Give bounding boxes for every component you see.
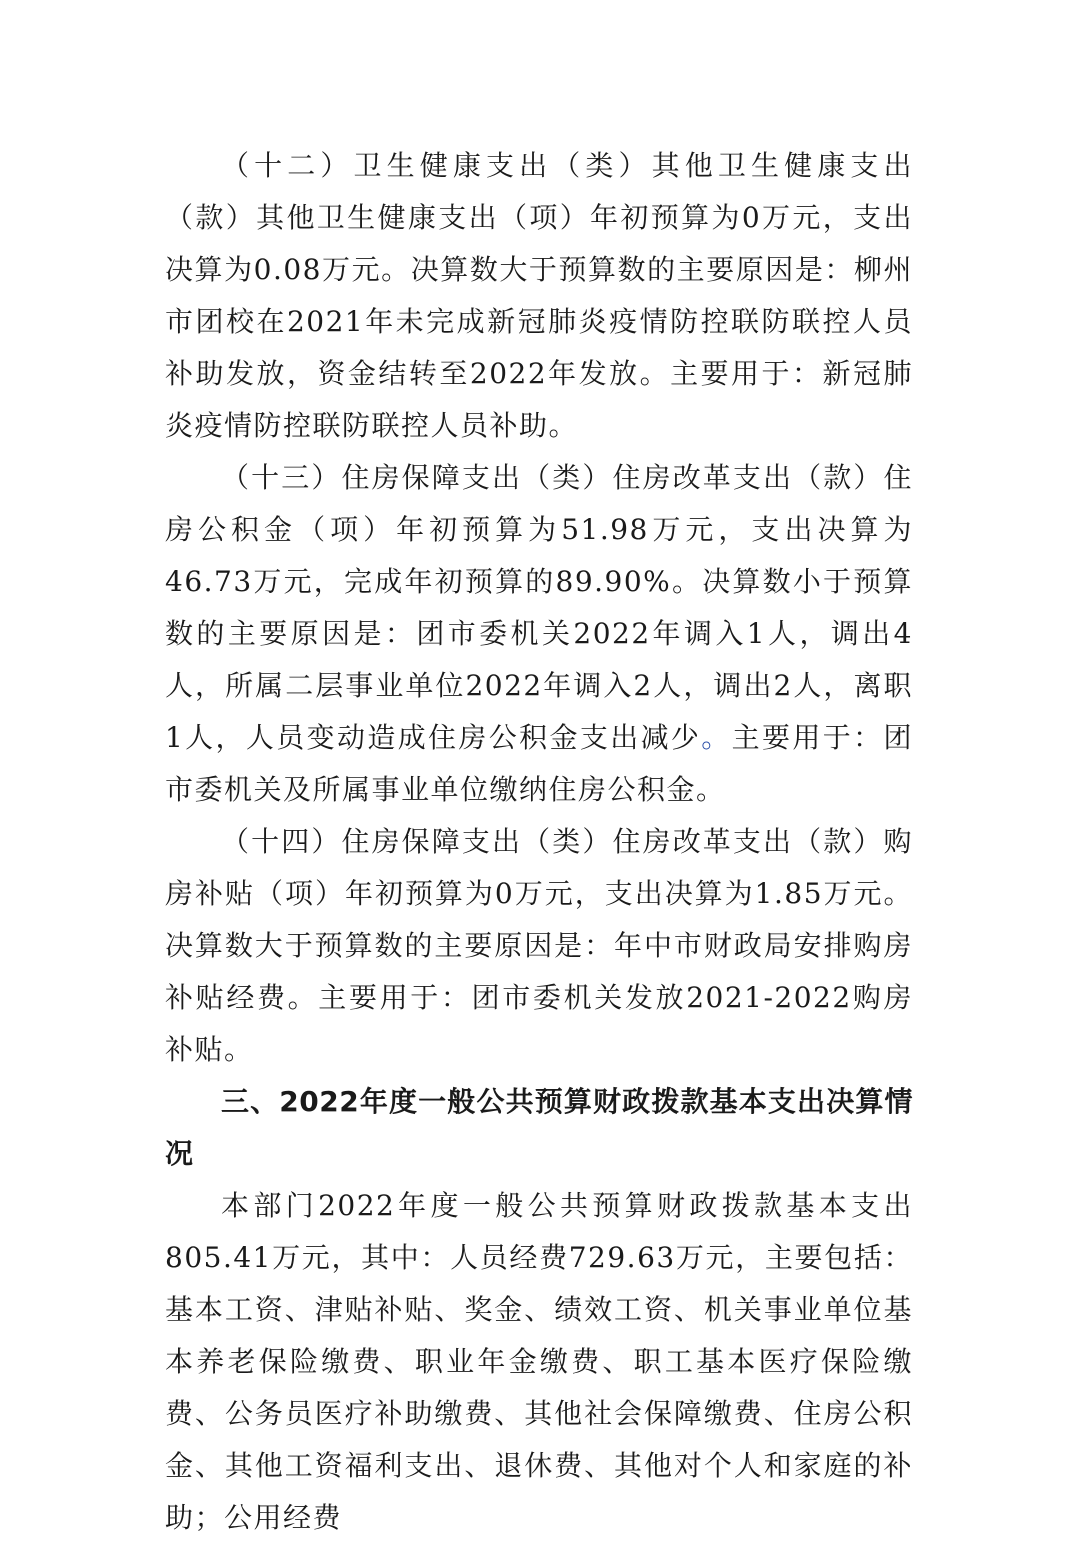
housing-fund-period-mark: 。 bbox=[701, 721, 732, 754]
section-heading-basic-expenditure: 三、2022年度一般公共预算财政拨款基本支出决算情况 bbox=[165, 1085, 913, 1170]
housing-fund-text: （十三）住房保障支出（类）住房改革支出（款）住房公积金（项）年初预算为51.98万元，支出决算为46.73万元，完成年初预算的89.90%。决算数小于预算数的主要原因是：团市委机关2022年调入1人，调出4人，所属二层事业单位2022年调入2人，调出2人，离职1人，人员变动造成住房公积金支出减少 bbox=[165, 461, 913, 754]
document-body bbox=[165, 140, 913, 1544]
paragraph-housing-subsidy: （十四）住房保障支出（类）住房改革支出（款）购房补贴（项）年初预算为0万元，支出决算为1.85万元。决算数大于预算数的主要原因是：年中市财政局安排购房补贴经费。主要用于：团市委机关发放2021-2022购房补贴。 bbox=[165, 825, 913, 1066]
housing-fund-usage: 主要用于：团市委机关及所属事业单位缴纳住房公积金。 bbox=[165, 721, 913, 806]
paragraph-basic-expenditure: 本部门2022年度一般公共预算财政拨款基本支出805.41万元，其中：人员经费729.63万元，主要包括：基本工资、津贴补贴、奖金、绩效工资、机关事业单位基本养老保险缴费、职业年金缴费、职工基本医疗保险缴费、公务员医疗补助缴费、其他社会保障缴费、住房公积金、其他工资福利支出、退休费、其他对个人和家庭的补助；公用经费 bbox=[165, 1189, 913, 1534]
paragraph-health-expenditure: （十二）卫生健康支出（类）其他卫生健康支出（款）其他卫生健康支出（项）年初预算为0万元，支出决算为0.08万元。决算数大于预算数的主要原因是：柳州市团校在2021年未完成新冠肺炎疫情防控联防联控人员补助发放，资金结转至2022年发放。主要用于：新冠肺炎疫情防控联防联控人员补助。 bbox=[165, 149, 913, 442]
paragraph-housing-fund bbox=[165, 452, 913, 816]
